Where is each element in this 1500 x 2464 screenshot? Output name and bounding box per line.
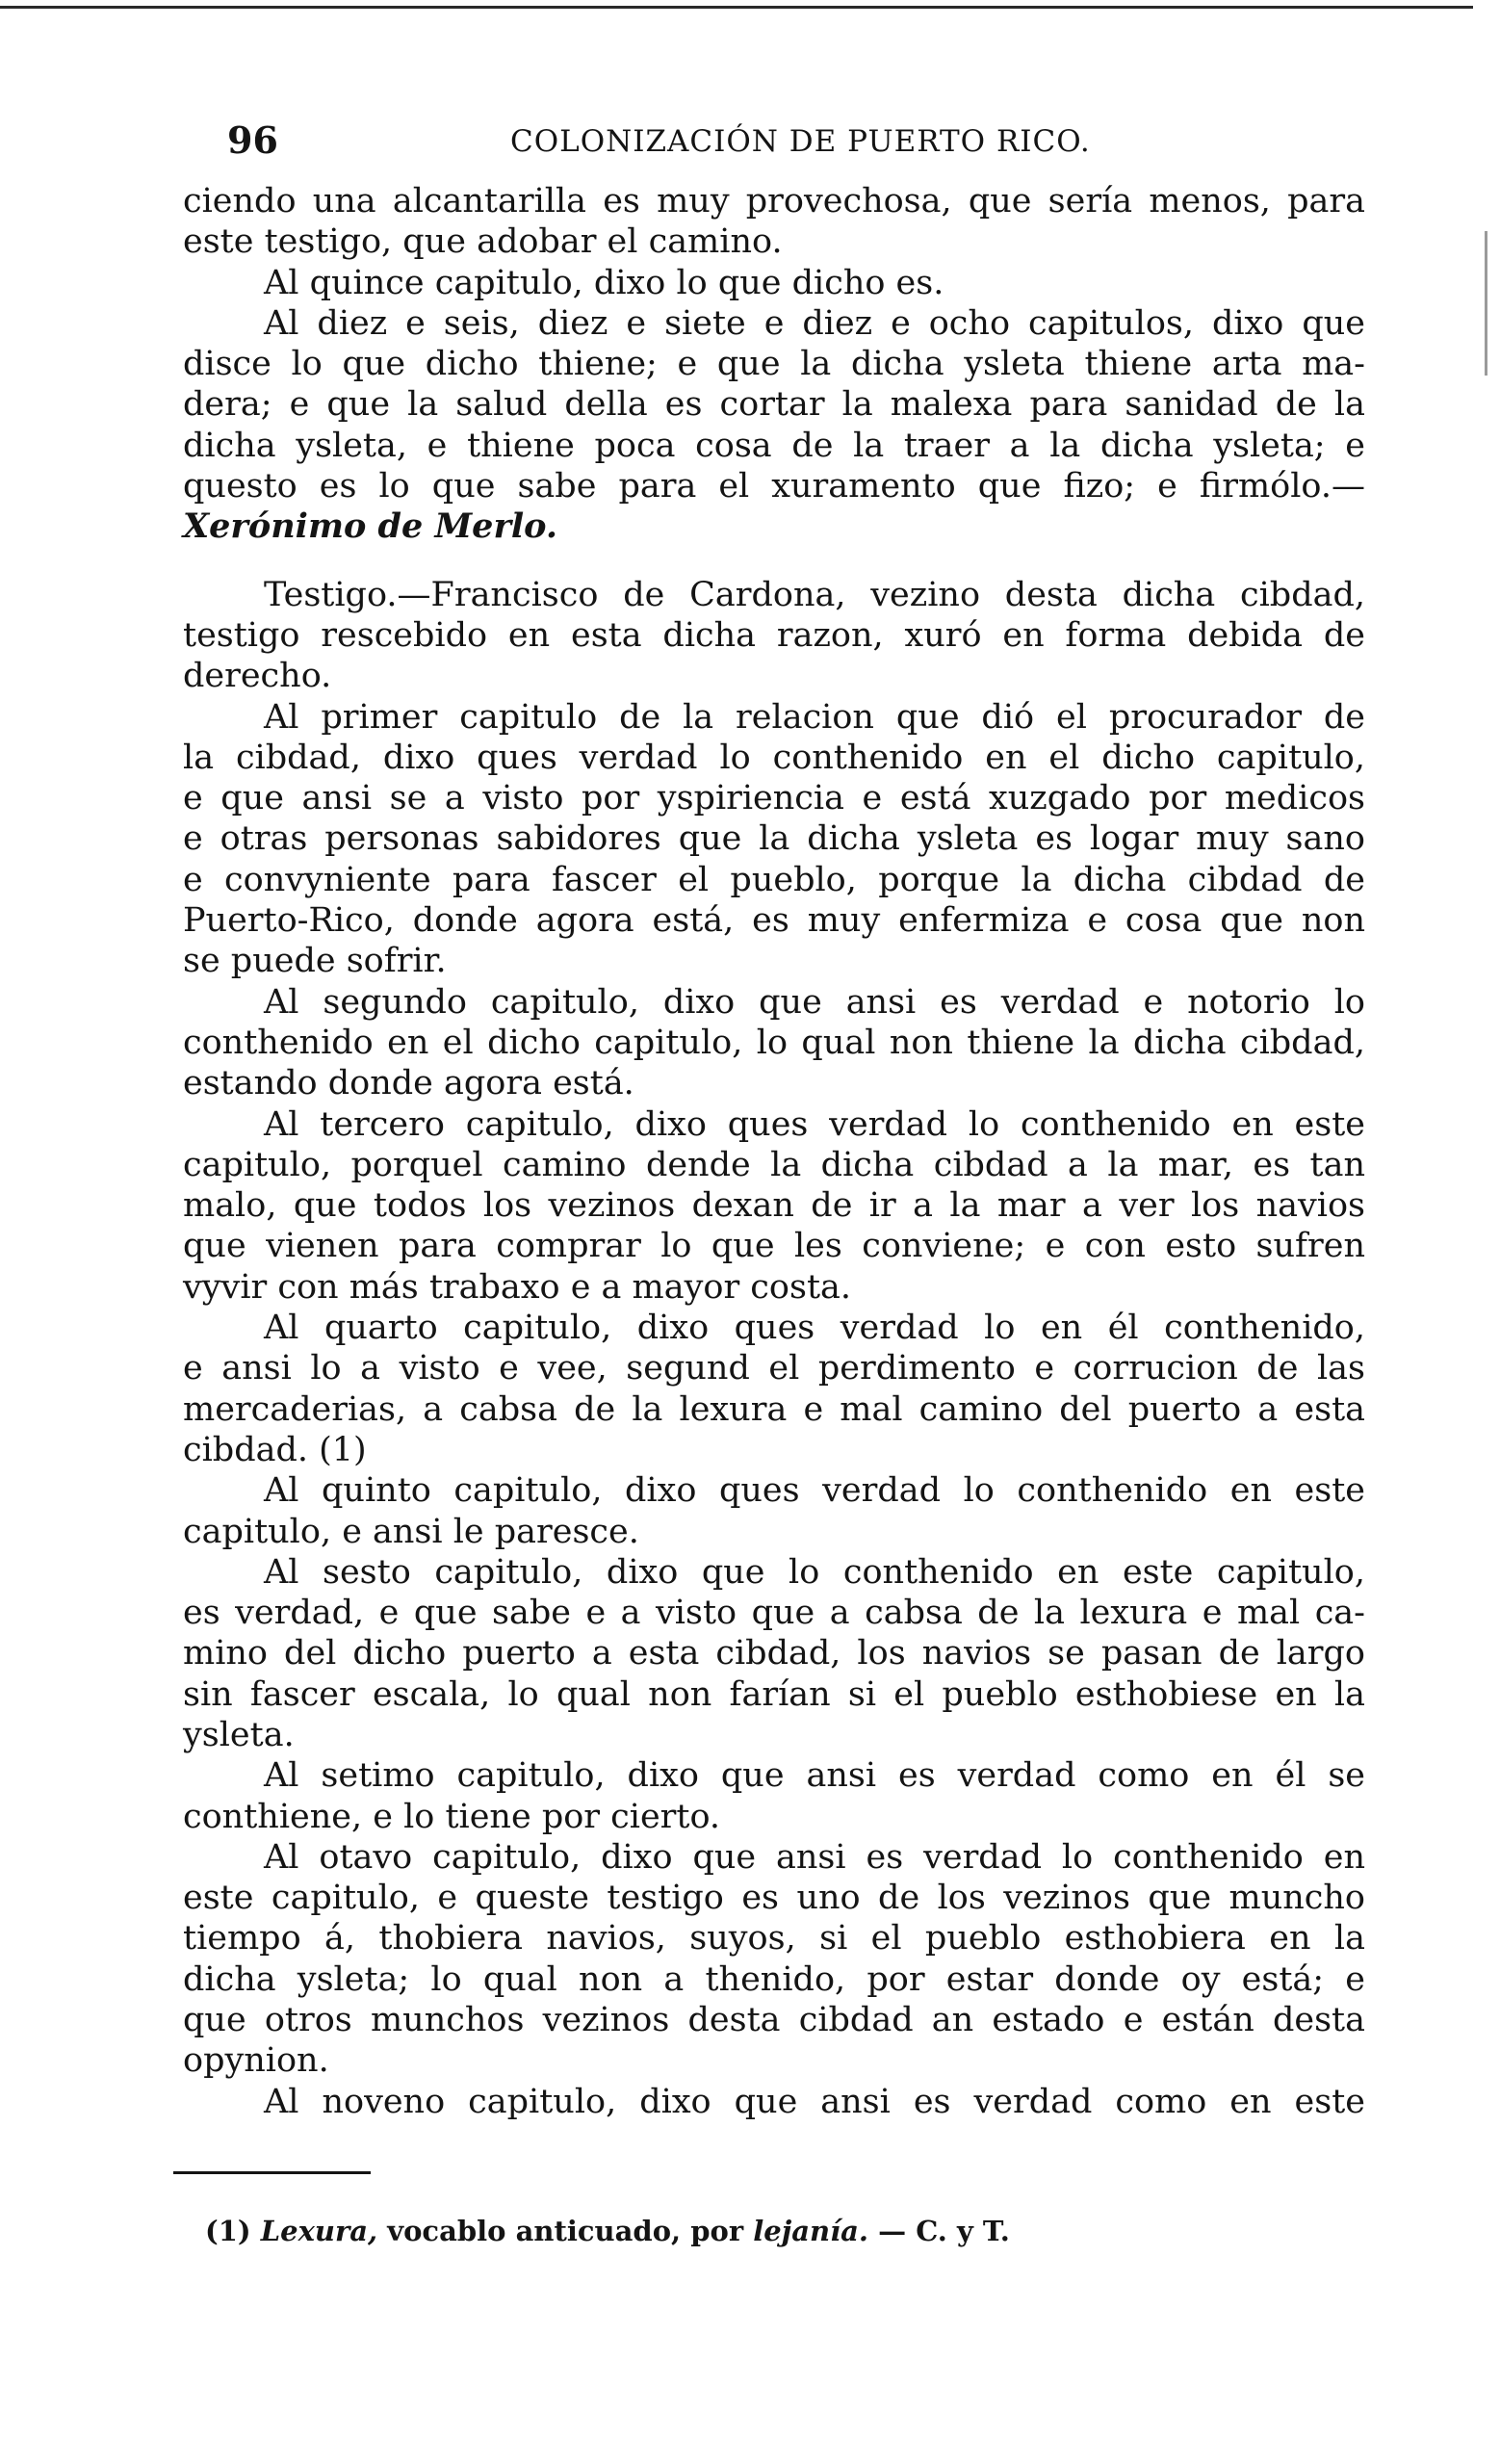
footnote-term-2: lejanía. — [753, 2215, 868, 2247]
text-line: e que ansi se a visto por yspiriencia e está xuzgado por medicos — [183, 779, 1365, 818]
text-line: Al diez e seis, diez e siete e diez e ocho capitulos, dixo que — [264, 303, 1365, 343]
text-line: Al tercero capitulo, dixo ques verdad lo conthenido en este — [264, 1104, 1365, 1144]
text-line: este testigo, que adobar el camino. — [183, 222, 783, 262]
text-line: e convyniente para fascer el pueblo, porque la dicha cibdad de — [183, 860, 1365, 899]
text-line: Al noveno capitulo, dixo que ansi es verdad como en este — [264, 2082, 1365, 2121]
text-line: conthiene, e lo tiene por cierto. — [183, 1797, 721, 1836]
text-line: Al quince capitulo, dixo lo que dicho es. — [264, 263, 944, 302]
signature-line: Xerónimo de Merlo. — [183, 506, 558, 547]
text-line: Al otavo capitulo, dixo que ansi es verdad lo conthenido en — [264, 1837, 1365, 1877]
footnote-rule — [173, 2171, 371, 2174]
footnote — [205, 2215, 1010, 2247]
running-title: COLONIZACIÓN DE PUERTO RICO. — [510, 124, 1091, 159]
text-line: cibdad. (1) — [183, 1430, 367, 1469]
text-line: Puerto-Rico, donde agora está, es muy enfermiza e cosa que non — [183, 901, 1365, 941]
text-line: la cibdad, dixo ques verdad lo conthenido en el dicho capitulo, — [183, 738, 1365, 777]
text-line: mino del dicho puerto a esta cibdad, los navios se pasan de largo — [183, 1634, 1365, 1673]
text-line: Testigo.—Francisco de Cardona, vezino desta dicha cibdad, — [264, 575, 1365, 614]
paragraph-gap — [183, 548, 1365, 575]
text-line: se puede sofrir. — [183, 942, 447, 981]
text-line: derecho. — [183, 657, 332, 696]
text-line: e ansi lo a visto e vee, segund el perdimento e corrucion de las — [183, 1349, 1365, 1388]
text-line: Al quinto capitulo, dixo ques verdad lo conthenido en este — [264, 1471, 1365, 1511]
text-line: Al primer capitulo de la relacion que dió el procurador de — [264, 697, 1365, 737]
footnote-attribution: — C. y T. — [878, 2215, 1010, 2247]
text-line: Al setimo capitulo, dixo que ansi es verdad como en él se — [264, 1756, 1365, 1796]
text-line: dicha ysleta, e thiene poca cosa de la traer a la dicha ysleta; e — [183, 426, 1365, 465]
footnote-definition: vocablo anticuado, por — [387, 2215, 744, 2247]
text-line: testigo rescebido en esta dicha razon, xuró en forma debida de — [183, 615, 1365, 655]
text-line: es verdad, e que sabe e a visto que a cabsa de la lexura e mal ca- — [183, 1594, 1365, 1633]
text-line: malo, que todos los vezinos dexan de ir a la mar a ver los navios — [183, 1186, 1365, 1226]
text-line: Al quarto capitulo, dixo ques verdad lo en él conthenido, — [264, 1309, 1365, 1348]
text-line: este capitulo, e queste testigo es uno de los vezinos que muncho — [183, 1879, 1365, 1918]
text-line: tiempo á, thobiera navios, suyos, si el pueblo esthobiera en la — [183, 1919, 1365, 1958]
text-line: ciendo una alcantarilla es muy provechosa, que sería menos, para — [183, 182, 1365, 220]
text-line: vyvir con más trabaxo e a mayor costa. — [183, 1267, 852, 1307]
text-line: disce lo que dicho thiene; e que la dicha ysleta thiene arta ma- — [183, 345, 1365, 384]
text-line: dicha ysleta; lo qual non a thenido, por estar donde oy está; e — [183, 1959, 1365, 1999]
text-line: capitulo, e ansi le paresce. — [183, 1512, 639, 1551]
page-header — [0, 118, 1500, 169]
text-line: estando donde agora está. — [183, 1064, 634, 1103]
text-line: que otros munchos vezinos desta cibdad an estado e están desta — [183, 2001, 1365, 2040]
top-border-rule — [0, 6, 1473, 9]
text-line: ysleta. — [183, 1715, 295, 1754]
text-line: questo es lo que sabe para el xuramento que fizo; e firmólo.— — [183, 467, 1365, 506]
text-line: Al sesto capitulo, dixo que lo conthenido en este capitulo, — [264, 1552, 1365, 1592]
page-number: 96 — [227, 118, 278, 162]
footnote-term: Lexura, — [260, 2215, 378, 2247]
text-line: sin fascer escala, lo qual non farían si el pueblo esthobiese en la — [183, 1674, 1365, 1714]
text-line: que vienen para comprar lo que les conviene; e con esto sufren — [183, 1227, 1365, 1266]
text-line: conthenido en el dicho capitulo, lo qual non thiene la dicha cibdad, — [183, 1023, 1365, 1062]
text-line: e otras personas sabidores que la dicha ysleta es logar muy sano — [183, 819, 1365, 859]
text-line: capitulo, porquel camino dende la dicha cibdad a la mar, es tan — [183, 1145, 1365, 1184]
margin-mark — [1485, 231, 1487, 376]
footnote-marker: (1) — [205, 2215, 251, 2247]
text-line: mercaderias, a cabsa de la lexura e mal camino del puerto a esta — [183, 1389, 1365, 1429]
text-line: Al segundo capitulo, dixo que ansi es verdad e notorio lo — [264, 982, 1365, 1022]
body-text — [183, 181, 1365, 2122]
text-line: opynion. — [183, 2041, 329, 2081]
text-line: dera; e que la salud della es cortar la malexa para sanidad de la — [183, 385, 1365, 425]
